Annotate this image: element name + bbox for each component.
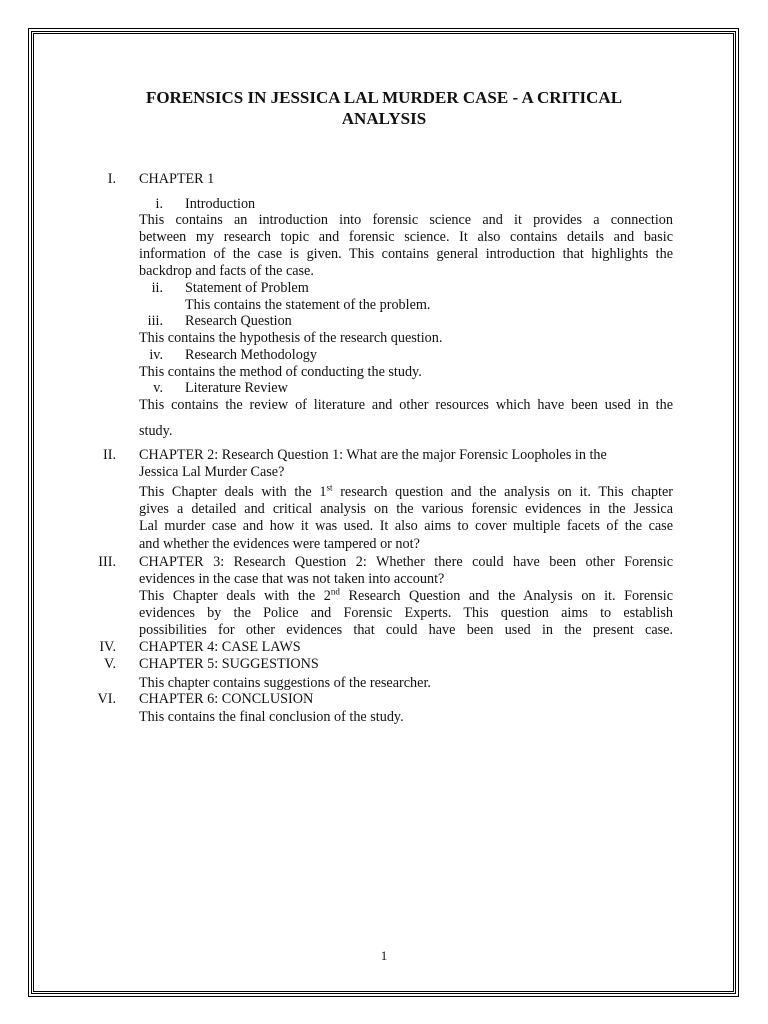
chapter-2-desc-line-4: and whether the evidences were tampered or not? xyxy=(139,536,420,552)
section-literature-heading: Literature Review xyxy=(185,380,288,396)
chapter-6-desc: This contains the final conclusion of the study. xyxy=(139,709,404,725)
chapter-1-heading: CHAPTER 1 xyxy=(139,171,215,187)
chapter-5-number: V. xyxy=(104,656,116,672)
chapter-3-desc-line-1: This Chapter deals with the 2nd Research Question and the Analysis on it. Forensic xyxy=(139,586,673,604)
chapter-3-heading-line-2: evidences in the case that was not taken into account? xyxy=(139,571,445,587)
section-introduction-heading: Introduction xyxy=(185,196,256,212)
chapter-4-number: IV. xyxy=(99,639,116,655)
chapter-2-number: II. xyxy=(103,447,116,463)
section-iii-number: iii. xyxy=(147,313,163,329)
chapter-4-heading: CHAPTER 4: CASE LAWS xyxy=(139,639,301,655)
research-question-desc: This contains the hypothesis of the research question. xyxy=(139,330,443,346)
introduction-desc-line-4: backdrop and facts of the case. xyxy=(139,263,314,279)
chapter-3-number: III. xyxy=(98,554,116,570)
chapter-3-desc-line-3: possibilities for other evidences that could have been used in the present case. xyxy=(139,622,673,638)
literature-desc-line-2: study. xyxy=(139,423,173,439)
section-methodology-heading: Research Methodology xyxy=(185,347,317,363)
chapter-2-desc-line-1: This Chapter deals with the 1st research question and the analysis on it. This chapter xyxy=(139,482,674,500)
chapter-2-desc-line-2: gives a detailed and critical analysis on the various forensic evidences in the Jessica xyxy=(139,501,673,517)
chapter-2-heading-line-1: CHAPTER 2: Research Question 1: What are the major Forensic Loopholes in the xyxy=(139,447,607,463)
chapter-3-heading-line-1: CHAPTER 3: Research Question 2: Whether there could have been other Forensic xyxy=(139,554,673,570)
chapter-3-desc-line-2: evidences by the Police and Forensic Experts. This question aims to establish xyxy=(139,605,673,621)
chapter-5-desc: This chapter contains suggestions of the researcher. xyxy=(139,675,431,691)
methodology-desc: This contains the method of conducting the study. xyxy=(139,364,422,380)
chapter-6-heading: CHAPTER 6: CONCLUSION xyxy=(139,691,314,707)
section-v-number: v. xyxy=(153,380,163,396)
title-line-1: FORENSICS IN JESSICA LAL MURDER CASE - A CRITICAL xyxy=(145,88,623,107)
section-ii-number: ii. xyxy=(151,280,163,296)
title-line-2: ANALYSIS xyxy=(341,109,427,128)
chapter-1-number: I. xyxy=(107,171,116,187)
introduction-desc-line-2: between my research topic and forensic science. It also contains details and basic xyxy=(139,229,673,245)
section-research-question-heading: Research Question xyxy=(185,313,292,329)
chapter-2-heading-line-2: Jessica Lal Murder Case? xyxy=(139,464,285,480)
introduction-desc-line-1: This contains an introduction into forensic science and it provides a connection xyxy=(139,212,673,228)
chapter-2-desc-line-3: Lal murder case and how it was used. It also aims to cover multiple facets of the case xyxy=(139,518,673,534)
section-i-number: i. xyxy=(155,196,163,212)
chapter-6-number: VI. xyxy=(97,691,116,707)
section-iv-number: iv. xyxy=(149,347,163,363)
page-number: 1 xyxy=(380,948,388,963)
document-title xyxy=(80,87,688,129)
chapter-5-heading: CHAPTER 5: SUGGESTIONS xyxy=(139,656,319,672)
section-statement-heading: Statement of Problem xyxy=(185,280,309,296)
literature-desc-line-1: This contains the review of literature and other resources which have been used in the xyxy=(139,397,673,413)
introduction-desc-line-3: information of the case is given. This contains general introduction that highlights the xyxy=(139,246,673,262)
statement-desc: This contains the statement of the problem. xyxy=(185,297,431,313)
